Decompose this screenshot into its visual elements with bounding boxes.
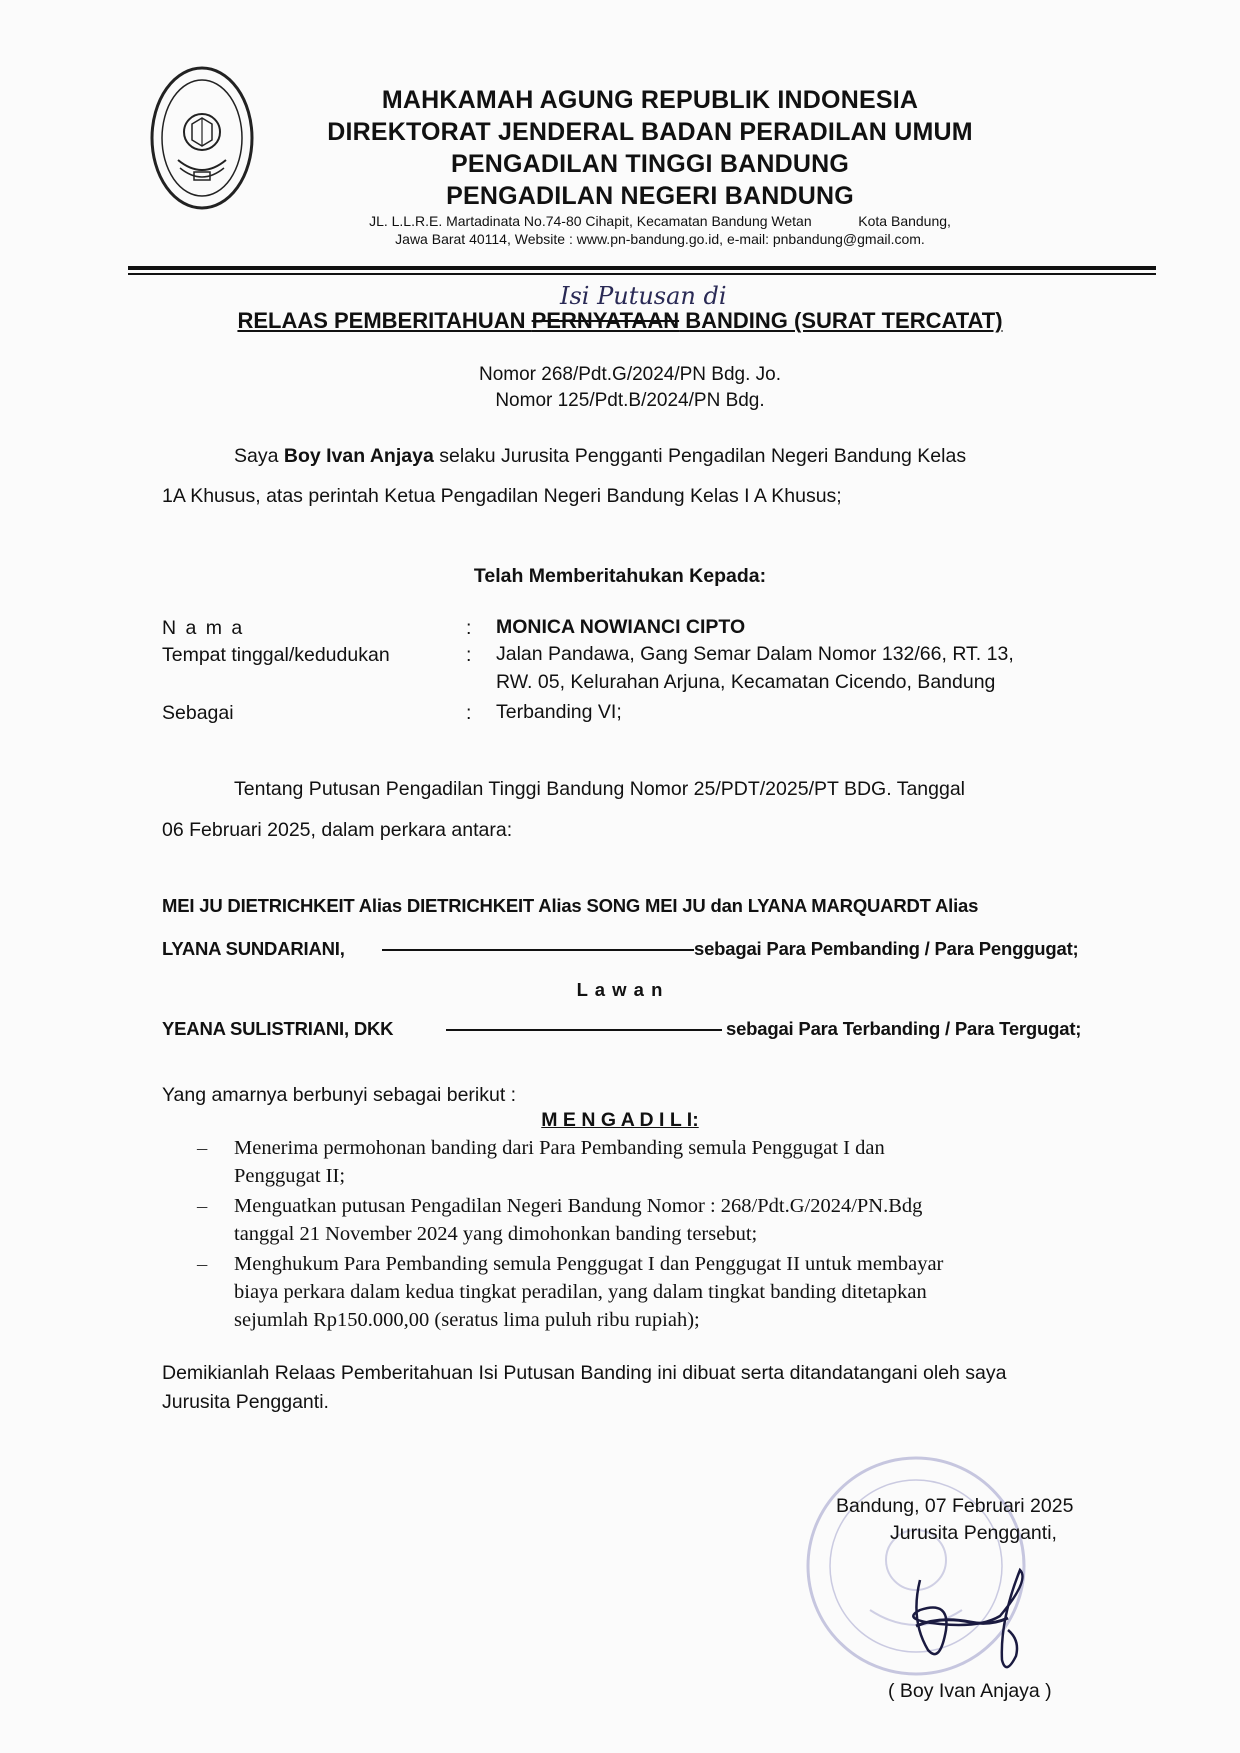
header-divider-thin [128,273,1156,275]
terbanding-role: sebagai Para Terbanding / Para Tergugat; [726,1018,1082,1039]
signature-name: ( Boy Ivan Anjaya ) [888,1680,1052,1702]
item-1-bullet: – [197,1137,208,1159]
pembanding-line-1: MEI JU DIETRICHKEIT Alias DIETRICHKEIT Alias SONG MEI JU dan LYANA MARQUARDT Alias [162,895,979,916]
sebagai-label: Sebagai [162,702,234,724]
nama-label: N a m a [162,617,245,639]
handwritten-signature [880,1560,1050,1680]
tempat-label: Tempat tinggal/kedudukan [162,644,390,666]
item-2-line-1: Menguatkan putusan Pengadilan Negeri Bandung Nomor : 268/Pdt.G/2024/PN.Bdg [234,1195,923,1217]
nama-value: MONICA NOWIANCI CIPTO [496,616,746,638]
header-line-1: MAHKAMAH AGUNG REPUBLIK INDONESIA [381,86,919,114]
lawan-label: L a w a n [576,979,664,1000]
handwritten-correction: Isi Putusan di [560,282,727,310]
title-part-1: RELAAS PEMBERITAHUAN [237,308,532,333]
tempat-colon: : [466,644,472,666]
tempat-value-2: RW. 05, Kelurahan Arjuna, Kecamatan Cicendo, Bandung [496,671,996,693]
item-2-line-2: tanggal 21 November 2024 yang dimohonkan banding tersebut; [234,1223,758,1245]
closing-line-2: Jurusita Pengganti. [162,1391,329,1413]
mengadili-heading: M E N G A D I L I: [541,1109,699,1131]
header-line-2: DIREKTORAT JENDERAL BADAN PERADILAN UMUM [327,118,973,146]
header-divider-thick [128,266,1156,270]
signature-role: Jurusita Pengganti, [890,1522,1057,1544]
header-line-3: PENGADILAN TINGGI BANDUNG [450,150,850,178]
item-2-bullet: – [197,1195,208,1217]
bailiff-name: Boy Ivan Anjaya [283,445,434,467]
terbanding-name: YEANA SULISTRIANI, DKK [162,1018,394,1039]
nomor-line-2: Nomor 125/Pdt.B/2024/PN Bdg. [495,390,765,411]
pembanding-line-2: LYANA SUNDARIANI, [162,938,345,959]
notified-heading: Telah Memberitahukan Kepada: [473,565,767,587]
header-address-1: JL. L.L.R.E. Martadinata No.74-80 Cihapit, Kecamatan Bandung Wetan Kota Bandung, [369,213,951,229]
pembanding-dash-line [382,949,694,951]
header-address-2: Jawa Barat 40114, Website : www.pn-bandung.go.id, e-mail: pnbandung@gmail.com. [395,231,925,247]
nomor-line-1: Nomor 268/Pdt.G/2024/PN Bdg. Jo. [478,364,782,385]
amar-intro: Yang amarnya berbunyi sebagai berikut : [162,1084,517,1106]
intro-rest: selaku Jurusita Pengganti Pengadilan Negeri Bandung Kelas [439,445,967,467]
signature-place-date: Bandung, 07 Februari 2025 [836,1495,1074,1517]
intro-line-1 [234,443,1134,469]
header-line-4: PENGADILAN NEGERI BANDUNG [446,182,854,210]
item-1-line-2: Penggugat II; [234,1165,346,1187]
item-3-line-1: Menghukum Para Pembanding semula Penggugat I dan Penggugat II untuk membayar [234,1253,944,1275]
document-title [100,308,1140,334]
intro-saya: Saya [234,445,279,467]
closing-line-1: Demikianlah Relaas Pemberitahuan Isi Putusan Banding ini dibuat serta ditandatangani oleh saya [162,1362,1007,1384]
item-3-bullet: – [197,1253,208,1275]
title-part-2: BANDING (SURAT TERCATAT) [679,308,1003,333]
intro-line-2: 1A Khusus, atas perintah Ketua Pengadilan Negeri Bandung Kelas I A Khusus; [162,485,842,507]
sebagai-value: Terbanding VI; [496,701,622,723]
tentang-line-1: Tentang Putusan Pengadilan Tinggi Bandung Nomor 25/PDT/2025/PT BDG. Tanggal [234,778,966,800]
tempat-value-1: Jalan Pandawa, Gang Semar Dalam Nomor 132/66, RT. 13, [496,643,1014,665]
item-3-line-3: sejumlah Rp150.000,00 (seratus lima puluh ribu rupiah); [234,1309,700,1331]
pembanding-role: sebagai Para Pembanding / Para Penggugat; [694,938,1079,959]
item-1-line-1: Menerima permohonan banding dari Para Pembanding semula Penggugat I dan [234,1137,885,1159]
title-struck-word: PERNYATAAN [531,308,680,333]
nama-colon: : [466,617,472,639]
terbanding-dash-line [446,1029,722,1031]
tentang-line-2: 06 Februari 2025, dalam perkara antara: [162,819,513,841]
court-seal-logo [148,60,256,216]
item-3-line-2: biaya perkara dalam kedua tingkat peradilan, yang dalam tingkat banding ditetapkan [234,1281,927,1303]
sebagai-colon: : [466,702,472,724]
